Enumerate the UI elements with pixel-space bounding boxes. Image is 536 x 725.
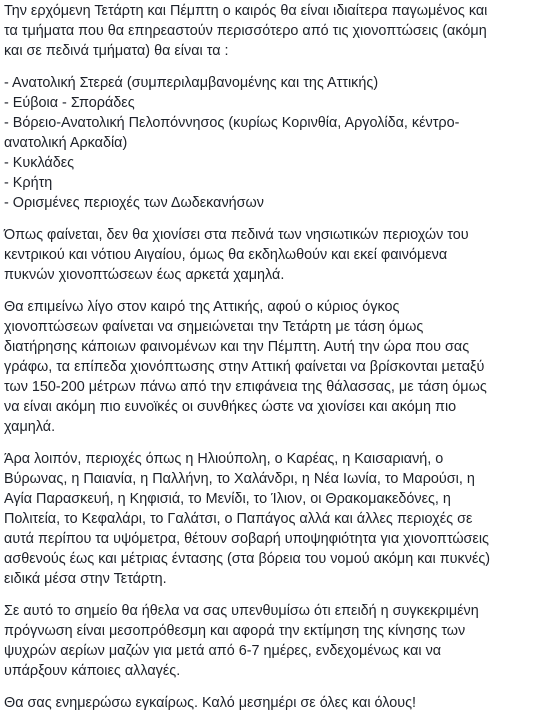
text-line: και σε πεδινά τμήματα) θα είναι τα :	[4, 43, 229, 59]
region-list	[4, 73, 534, 213]
text-line: Θα σας ενημερώσω εγκαίρως. Καλό μεσημέρι σε όλες και όλους!	[4, 695, 417, 711]
text-line: χιονοπτώσεων φαίνεται να σημειώνεται την Τετάρτη με τάση όμως	[4, 319, 424, 335]
paragraph-areas	[4, 449, 534, 589]
text-line: Θα επιμείνω λίγο στον καιρό της Αττικής, αφού ο κύριος όγκος	[4, 299, 400, 315]
text-line: υπάρξουν κάποιες αλλαγές.	[4, 663, 181, 679]
post-body	[4, 1, 534, 725]
text-line: να είναι ακόμη πιο ευνοϊκές οι συνθήκες ώστε να χιονίσει και ακόμη πιο	[4, 399, 457, 415]
text-line: πρόγνωση είναι μεσοπρόθεσμη και αφορά την εκτίμηση της κίνησης των	[4, 623, 466, 639]
list-item: - Βόρειο-Ανατολική Πελοπόννησος (κυρίως Κορινθία, Αργολίδα, κέντρο-	[4, 115, 460, 131]
list-item: - Κρήτη	[4, 175, 53, 191]
list-item: - Ανατολική Στερεά (συμπεριλαμβανομένης και της Αττικής)	[4, 75, 379, 91]
text-line: αυτά περίπου τα υψόμετρα, θέτουν σοβαρή υποψηφιότητα για χιονοπτώσεις	[4, 531, 489, 547]
text-line: κεντρικού και νότιου Αιγαίου, όμως θα εκδηλωθούν και εκεί φαινόμενα	[4, 247, 448, 263]
text-line: των 150-200 μέτρων πάνω από την επιφάνεια της θάλασσας, με τάση όμως	[4, 379, 487, 395]
text-line: ασθενούς έως και μέτριας έντασης (στα βόρεια του νομού ακόμη και πυκνές)	[4, 551, 491, 567]
text-line: τα τμήματα που θα επηρεαστούν περισσότερο από τις χιονοπτώσεις (ακόμη	[4, 23, 487, 39]
list-item: - Κυκλάδες	[4, 155, 75, 171]
list-item: - Εύβοια - Σποράδες	[4, 95, 135, 111]
list-item: - Ορισμένες περιοχές των Δωδεκανήσων	[4, 195, 264, 211]
text-line: ψυχρών αερίων μαζών για μετά από 6-7 ημέρες, ενδεχομένως και να	[4, 643, 442, 659]
text-line: Την ερχόμενη Τετάρτη και Πέμπτη ο καιρός θα είναι ιδιαίτερα παγωμένος και	[4, 3, 488, 19]
paragraph-disclaimer	[4, 601, 534, 681]
text-line: γράφω, τα επίπεδα χιονόπτωσης στην Αττική φαίνεται να βρίσκονται μεταξύ	[4, 359, 485, 375]
paragraph-closing	[4, 693, 534, 713]
text-line: Όπως φαίνεται, δεν θα χιονίσει στα πεδινά των νησιωτικών περιοχών του	[4, 227, 469, 243]
text-line: Σε αυτό το σημείο θα ήθελα να σας υπενθυμίσω ότι επειδή η συγκεκριμένη	[4, 603, 479, 619]
paragraph-intro	[4, 1, 534, 61]
text-line: Άρα λοιπόν, περιοχές όπως η Ηλιούπολη, ο Καρέας, η Καισαριανή, ο	[4, 451, 444, 467]
text-line: Βύρωνας, η Παιανία, η Παλλήνη, το Χαλάνδρι, η Νέα Ιωνία, το Μαρούσι, η	[4, 471, 475, 487]
text-line: πυκνών χιονοπτώσεων έως αρκετά χαμηλά.	[4, 267, 285, 283]
list-item: ανατολική Αρκαδία)	[4, 135, 128, 151]
paragraph-islands	[4, 225, 534, 285]
text-line: ειδικά μέσα στην Τετάρτη.	[4, 571, 167, 587]
paragraph-attica	[4, 297, 534, 437]
text-line: Πολιτεία, το Κεφαλάρι, το Γαλάτσι, ο Παπάγος αλλά και άλλες περιοχές σε	[4, 511, 473, 527]
text-line: Αγία Παρασκευή, η Κηφισιά, το Μενίδι, το Ίλιον, οι Θρακομακεδόνες, η	[4, 491, 451, 507]
text-line: χαμηλά.	[4, 419, 56, 435]
text-line: διατήρησης κάποιων φαινομένων και την Πέμπτη. Αυτή την ώρα που σας	[4, 339, 470, 355]
